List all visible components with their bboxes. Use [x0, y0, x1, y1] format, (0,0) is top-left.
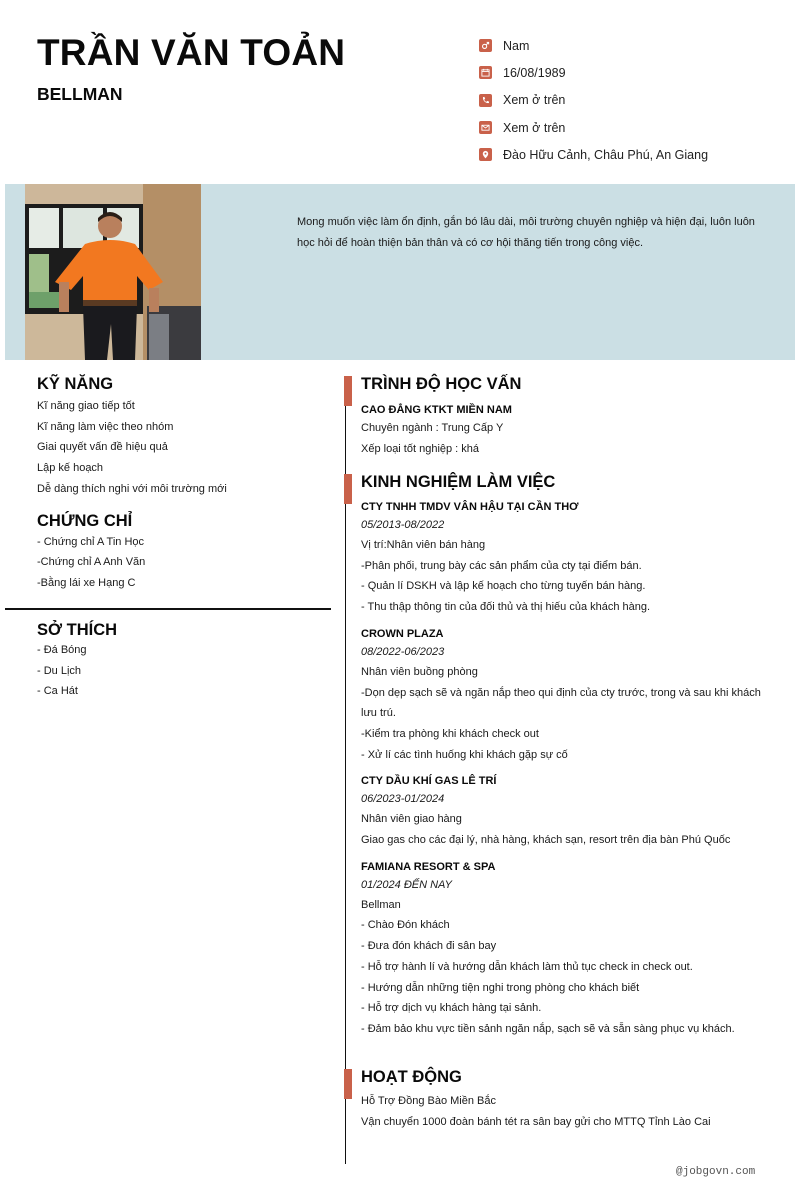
company-name: CTY TNHH TMDV VÂN HẬU TẠI CẦN THƠ — [361, 501, 579, 513]
profile-photo — [25, 184, 201, 360]
experience-heading: KINH NGHIỆM LÀM VIỆC — [361, 473, 556, 491]
certificates-section — [37, 511, 327, 594]
skill-item: Lập kế hoạch — [37, 462, 104, 475]
job-line: -Dọn dẹp sạch sẽ và ngăn nắp theo qui định của cty trước, trong và sau khi khách lưu trú. — [361, 686, 761, 720]
job-period: 05/2013-08/2022 — [361, 519, 445, 531]
company-name: FAMIANA RESORT & SPA — [361, 860, 496, 873]
hobby-item: - Đá Bóng — [37, 644, 87, 656]
contact-phone — [479, 87, 708, 114]
phone-icon — [479, 94, 492, 107]
job-line: - Đưa đón khách đi sân bay — [361, 940, 497, 953]
left-column — [37, 374, 327, 594]
contact-info — [479, 32, 708, 168]
job-line: - Hướng dẫn những tiện nghi trong phòng cho khách biết — [361, 981, 640, 994]
activity-line: Vận chuyển 1000 đoàn bánh tét ra sân bay gửi cho MTTQ Tỉnh Lào Cai — [361, 1115, 711, 1128]
birthdate-value: 16/08/1989 — [503, 65, 566, 80]
company-name: CTY DẦU KHÍ GAS LÊ TRÍ — [361, 775, 497, 788]
job-line: - Hỗ trợ dịch vụ khách hàng tại sảnh. — [361, 1002, 542, 1015]
contact-email — [479, 114, 708, 141]
job-line: - Thu thập thông tin của đối thủ và thị hiếu của khách hàng. — [361, 601, 651, 614]
school-name: CAO ĐẲNG KTKT MIỀN NAM — [361, 404, 512, 416]
job-line: Bellman — [361, 898, 401, 911]
job-entry — [361, 627, 771, 766]
job-entry — [361, 500, 771, 618]
skill-item: Dễ dàng thích nghi với môi trường mới — [37, 482, 227, 495]
experience-accent-bar — [344, 474, 352, 504]
gender-value: Nam — [503, 38, 530, 53]
skill-item: Kĩ năng giao tiếp tốt — [37, 400, 135, 412]
education-line: Chuyên ngành : Trung Cấp Y — [361, 422, 504, 434]
job-line: - Hỗ trợ hành lí và hướng dẫn khách làm thủ tục check in check out. — [361, 960, 693, 973]
hobbies-section — [37, 620, 327, 702]
hobby-item: - Du Lịch — [37, 664, 82, 677]
job-title: BELLMAN — [37, 84, 123, 104]
activities-section — [361, 1067, 771, 1132]
career-objective: Mong muốn việc làm ổn định, gắn bó lâu dài, môi trường chuyên nghiệp và hiện đại, luôn luôn học hỏi để hoàn thiện bản thân và có cơ hội thăng tiến trong công việc. — [297, 216, 755, 249]
section-divider — [5, 608, 331, 610]
skill-item: Kĩ năng làm việc theo nhóm — [37, 420, 174, 433]
email-value: Xem ở trên — [503, 120, 566, 135]
gender-icon — [479, 39, 492, 52]
candidate-name: TRẦN VĂN TOẢN — [37, 32, 346, 73]
contact-address — [479, 141, 708, 168]
education-heading: TRÌNH ĐỘ HỌC VẤN — [361, 375, 522, 393]
hobby-item: - Ca Hát — [37, 685, 78, 698]
education-accent-bar — [344, 376, 352, 406]
job-line: Giao gas cho các đại lý, nhà hàng, khách sạn, resort trên địa bàn Phú Quốc — [361, 834, 731, 847]
activities-heading: HOẠT ĐỘNG — [361, 1068, 462, 1086]
email-icon — [479, 121, 492, 134]
job-entry — [361, 774, 771, 850]
company-name: CROWN PLAZA — [361, 627, 444, 640]
skills-heading: KỸ NĂNG — [37, 375, 114, 393]
education-line: Xếp loại tốt nghiệp : khá — [361, 442, 480, 455]
contact-gender — [479, 32, 708, 59]
job-period: 01/2024 ĐẾN NAY — [361, 878, 452, 891]
contact-birthdate — [479, 59, 708, 86]
education-section — [361, 374, 771, 459]
job-line: - Chào Đón khách — [361, 919, 450, 932]
job-line: - Quản lí DSKH và lập kế hoạch cho từng tuyến bán hàng. — [361, 580, 646, 593]
certificate-item: -Chứng chỉ A Anh Văn — [37, 556, 146, 569]
job-period: 06/2023-01/2024 — [361, 793, 445, 806]
job-line: -Phân phối, trung bày các sản phẩm của cty tại điểm bán. — [361, 559, 642, 572]
hobbies-heading: SỞ THÍCH — [37, 621, 118, 639]
job-entry — [361, 860, 771, 1040]
job-line: - Đảm bảo khu vực tiền sảnh ngăn nắp, sạch sẽ và sẵn sàng phục vụ khách. — [361, 1022, 735, 1035]
job-line: Nhân viên buồng phòng — [361, 665, 478, 678]
phone-value: Xem ở trên — [503, 93, 566, 108]
address-value: Đào Hữu Cảnh, Châu Phú, An Giang — [503, 147, 709, 162]
watermark: @jobgovn.com — [676, 1166, 756, 1178]
certificates-heading: CHỨNG CHỈ — [37, 511, 133, 530]
job-line: Vị trí:Nhân viên bán hàng — [361, 539, 486, 551]
job-line: Nhân viên giao hàng — [361, 813, 462, 826]
experience-section — [361, 472, 771, 1040]
activity-line: Hỗ Trợ Đồng Bào Miền Bắc — [361, 1095, 496, 1107]
job-line: - Xử lí các tình huống khi khách gặp sự cố — [361, 748, 568, 761]
activities-accent-bar — [344, 1069, 352, 1099]
skill-item: Giai quyết vấn đề hiệu quả — [37, 441, 168, 454]
job-line: -Kiểm tra phòng khi khách check out — [361, 727, 539, 740]
location-icon — [479, 148, 492, 161]
skills-section — [37, 374, 327, 500]
job-period: 08/2022-06/2023 — [361, 645, 445, 658]
calendar-icon — [479, 66, 492, 79]
certificate-item: -Bằng lái xe Hạng C — [37, 576, 136, 589]
certificate-item: - Chứng chỉ A Tin Học — [37, 535, 145, 548]
